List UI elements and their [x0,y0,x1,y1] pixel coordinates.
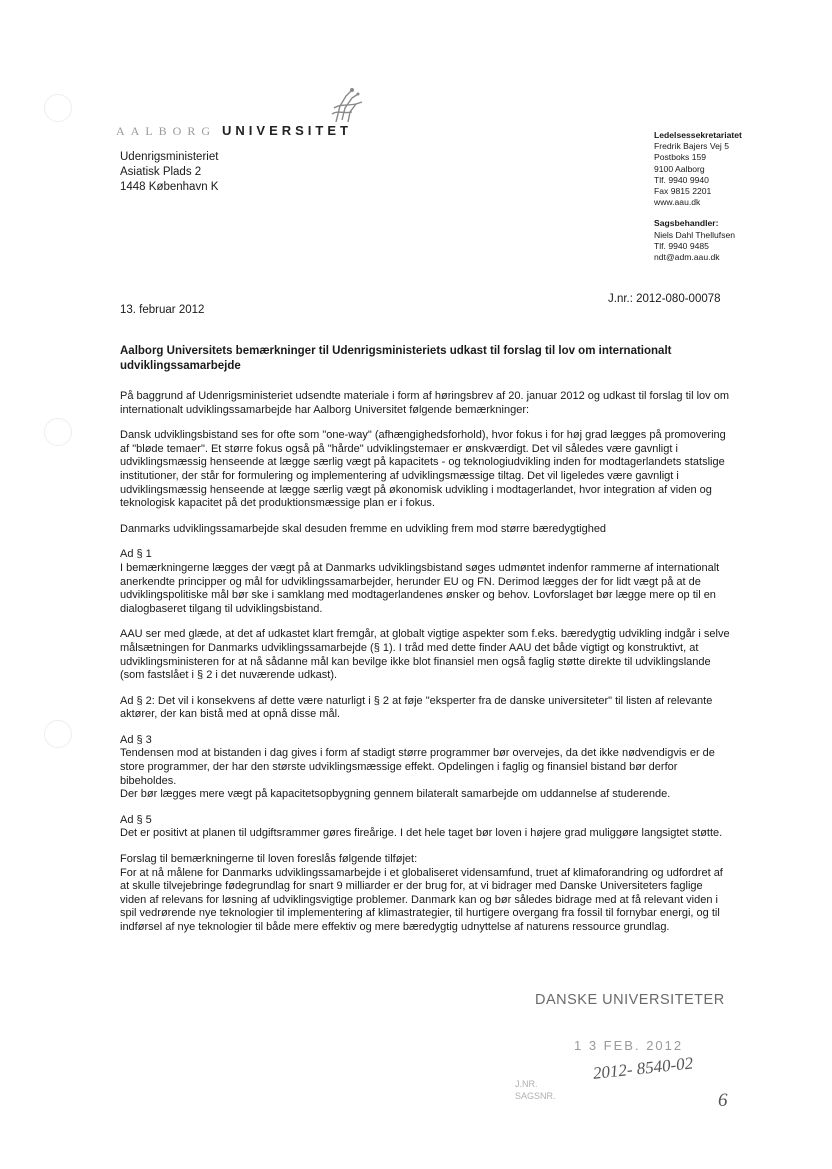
caseworker-name: Niels Dahl Thellufsen [654,229,736,240]
paragraph: Ad § 2: Det vil i konsekvens af dette være naturligt i § 2 at føje "eksperter fra de danske universiteter" til listen af relevante aktører, der kan bistå med at opnå disse mål. [120,694,713,721]
section-ad-1 [120,548,732,616]
letter-heading: Aalborg Universitets bemærkninger til Udenrigsministeriets udkast til forslag til lov om internationalt udviklingssamarbejde [120,345,672,372]
paragraph: Dansk udviklingsbistand ses for ofte som "one-way" (afhængighedsforhold), hvor fokus i for høj grad lægges på promovering af "bløde temaer". Et større fokus også på "hårde" udviklingstemaer er ønskværdigt. Det vil således være gavnligt i udviklingsmæssig henseende at lægge særlig vægt på kapacitets - og teknologiudvikling inden for modtagerlandets statslige institutioner, der står for formulering og implementering af udviklingsmæssige tiltag. Det vil ligeledes være gavnligt i udviklingsmæssig henseende at lægge særlig vægt på økonomisk udvikling i modtagerlandet, hvor integration af viden og teknologisk kapacitet på det produktionsmæssige plan er i fokus. [120,429,726,510]
sender-street: Fredrik Bajers Vej 5 [654,141,729,152]
recipient-address [120,150,218,195]
received-stamp: DANSKE UNIVERSITETER [535,992,725,1008]
sender-box: Postboks 159 [654,152,707,163]
sender-phone: Tlf. 9940 9940 [654,174,709,185]
journal-stamp [515,1078,556,1102]
logo-universitet: UNIVERSITET [222,123,352,138]
punch-hole [44,418,72,446]
paragraph: Danmarks udviklingssamarbejde skal desuden fremme en udvikling frem mod større bæredygtighed [120,522,607,535]
sender-city: 9100 Aalborg [654,163,705,174]
section-ad-3 [120,734,732,802]
section-proposal [120,853,732,935]
recipient-line: 1448 København K [120,181,219,193]
section-title: Ad § 3 [120,733,152,746]
section-title: Ad § 1 [120,548,152,561]
spacer [654,208,742,218]
recipient-line: Udenrigsministeriet [120,151,219,163]
punch-hole [44,94,72,122]
section-text: I bemærkningerne lægges der vægt på at Danmarks udviklingsbistand søges udmøntet indenfor rammerne af internationalt anerkendte principper og mål for udviklingssamarbejder, herunder EU og FN. Derimod lægges der for lidt vægt på at de udviklingspolitiske mål bør ske i samklang med modtagerlandenes ønsker og behov. Lovforslaget bør lægge mere op til en dialogbaseret tilgang til udviklingsbistand. [120,561,720,615]
university-logo-text [116,122,352,140]
journal-number: J.nr.: 2012-080-00078 [608,293,721,305]
handwritten-reference: 2012- 8540-02 [592,1053,695,1083]
paragraph: På baggrund af Udenrigsministeriet udsendte materiale i form af høringsbrev af 20. januar 2012 og udkast til forslag til lov om internationalt udviklingssamarbejde har Aalborg Universitet følgende bemærkninger: [120,390,729,416]
journal-stamp-sub: SAGSNR. [515,1091,556,1101]
journal-stamp-label: J.NR. [515,1079,538,1089]
punch-hole [44,720,72,748]
section-text: Det er positivt at planen til udgiftsrammer gøres fireårige. I det hele taget bør loven i højere grad muliggøre langsigtet støtte. [120,827,723,840]
section-title: Forslag til bemærkningerne til loven foreslås følgende tilføjet: [120,853,418,866]
letter-body [120,390,732,947]
section-text: Tendensen mod at bistanden i dag gives i form af stadigt større programmer bør overvejes, da det ikke nødvendigvis er de store programmer, der har den største udviklingsmæssige effekt. Opdelingen i faglig og finansiel bistand bør derfor bibeholdes. [120,747,715,787]
sender-fax: Fax 9815 2201 [654,186,712,197]
sender-address [654,130,742,263]
university-logo-icon [322,84,366,126]
caseworker-phone: Tlf. 9940 9485 [654,240,709,251]
section-ad-5 [120,814,732,841]
sender-office: Ledelsessekretariatet [654,130,742,140]
section-text: Der bør lægges mere vægt på kapacitetsopbygning gennem bilateralt samarbejde om uddannelse af studerende. [120,788,671,801]
paragraph: AAU ser med glæde, at det af udkastet klart fremgår, at globalt vigtige aspekter som f.eks. bæredygtig udvikling indgår i selve målsætningen for Danmarks udviklingssamarbejde (§ 1). I tråd med dette finder AAU det både vigtigt og konstruktivt, at udviklingsministeren for at nå sådanne mål kan bevilge ikke blot finansiel men også faglig støtte direkte til udviklingslande (som fastslået i § 2 i det nuværende udkast). [120,628,730,682]
caseworker-email: ndt@adm.aau.dk [654,252,720,263]
sender-web: www.aau.dk [654,197,701,208]
section-text: For at nå målene for Danmarks udviklingssamarbejde i et globaliseret vidensamfund, truet af klimaforandring og udfordret af at skulle tilvejebringe fødegrundlag for snart 9 milliarder er der brug for, at vi bidrager med Danske Universiteters faglige viden af relevans for løsning af udviklingsvigtige problemer. Danmark kan og bør således bidrage med at få relevant viden i spil vedrørende nye teknologier til implementering af klimastrategier, til hurtigere overgang fra fossil til fornybar energi, og til indførsel af nye teknologier til både mere effektiv og mere bæredygtig udnyttelse af naturens ressource grundlag. [120,866,723,933]
letter-date: 13. februar 2012 [120,304,205,316]
recipient-line: Asiatisk Plads 2 [120,166,202,178]
handwritten-number: 6 [718,1090,728,1111]
received-date-stamp: 1 3 FEB. 2012 [574,1038,684,1053]
section-title: Ad § 5 [120,813,152,826]
logo-aalborg: AALBORG [116,124,217,138]
caseworker-label: Sagsbehandler: [654,218,719,229]
